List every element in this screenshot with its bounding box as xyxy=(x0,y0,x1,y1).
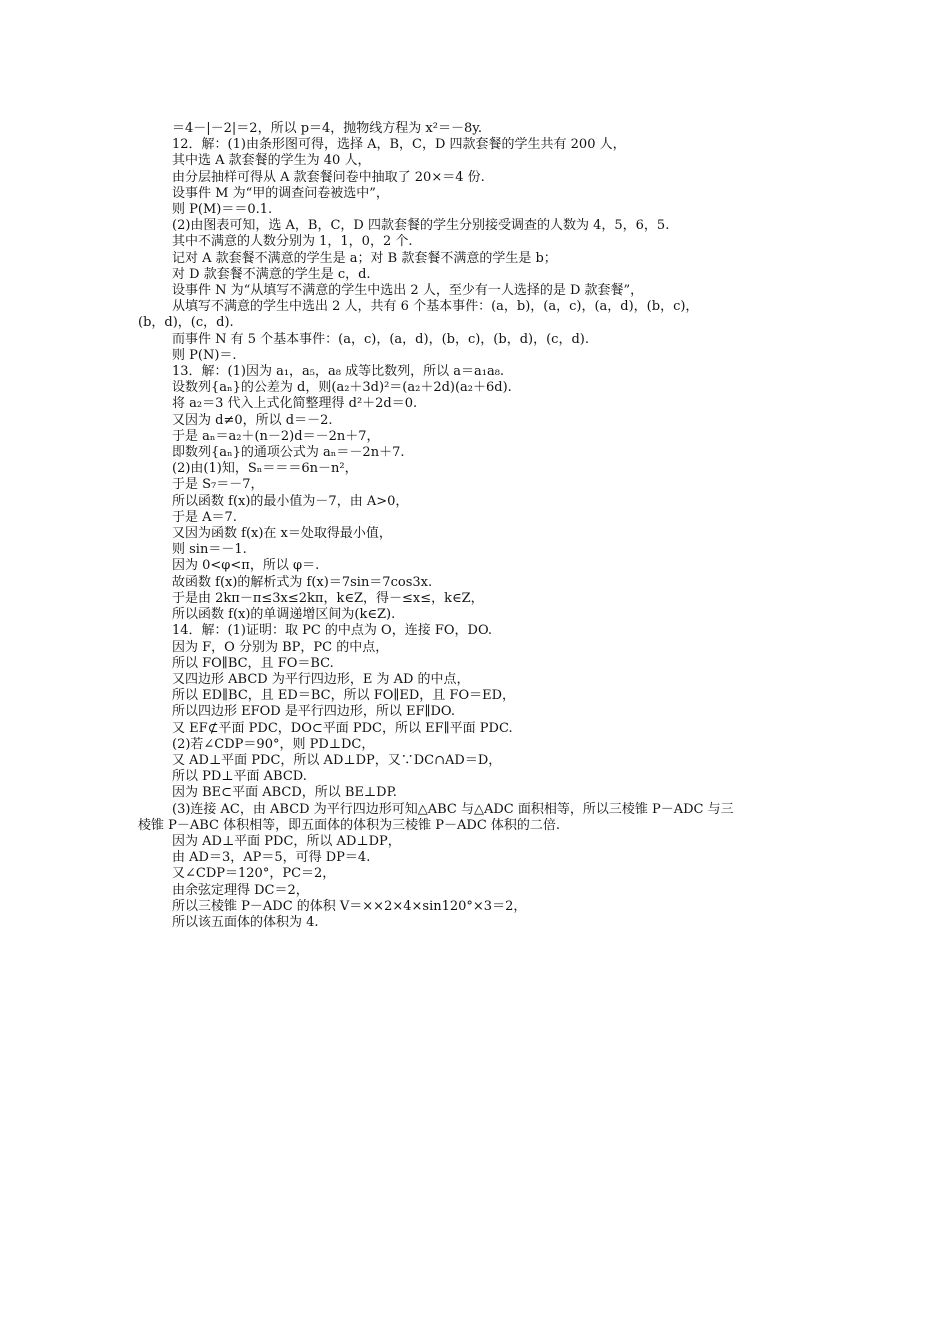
text-line: (b，d)，(c，d). xyxy=(138,315,234,331)
text-line: 14．解：(1)证明：取 PC 的中点为 O，连接 FO，DO. xyxy=(172,623,492,639)
text-line: 其中选 A 款套餐的学生为 40 人， xyxy=(172,153,371,169)
text-line: 因为 AD⊥平面 PDC，所以 AD⊥DP， xyxy=(172,833,401,849)
text-line: 其中不满意的人数分别为 1，1，0，2 个. xyxy=(172,234,413,250)
text-line: 因为 F，O 分别为 BP，PC 的中点， xyxy=(172,639,389,655)
text-line: 又因为函数 f(x)在 x＝处取得最小值， xyxy=(172,526,392,542)
text-line: 记对 A 款套餐不满意的学生是 a；对 B 款套餐不满意的学生是 b； xyxy=(172,250,557,266)
text-line: 对 D 款套餐不满意的学生是 c，d. xyxy=(172,266,371,282)
text-line: (3)连接 AC，由 ABCD 为平行四边形可知△ABC 与△ADC 面积相等，所以三棱锥 P－ADC 与三 xyxy=(172,801,734,817)
text-line: 所以函数 f(x)的单调递增区间为(k∈Z). xyxy=(172,607,396,623)
text-line: 而事件 N 有 5 个基本事件：(a，c)，(a，d)，(b，c)，(b，d)，(c，d). xyxy=(172,331,589,347)
text-line: 于是 S₇＝－7， xyxy=(172,477,264,493)
text-line: 从填写不满意的学生中选出 2 人，共有 6 个基本事件：(a，b)，(a，c)，(a，d)，(b，c)， xyxy=(172,299,699,315)
text-line: ＝4－|－2|＝2，所以 p＝4，抛物线方程为 x²＝－8y. xyxy=(172,121,482,136)
text-line: 则 sin＝－1. xyxy=(172,542,247,558)
text-line: 由余弦定理得 DC＝2， xyxy=(172,882,309,898)
text-line: 所以该五面体的体积为 4. xyxy=(172,914,319,930)
text-line: 所以 PD⊥平面 ABCD. xyxy=(172,769,307,785)
solution-text-block xyxy=(138,121,818,931)
text-line: 将 a₂＝3 代入上式化简整理得 d²＋2d＝0. xyxy=(172,396,418,412)
text-line: 所以函数 f(x)的最小值为－7，由 A>0， xyxy=(172,493,409,509)
text-line: 又 AD⊥平面 PDC，所以 AD⊥DP，又∵DC∩AD＝D， xyxy=(172,752,502,768)
text-line: 即数列{aₙ}的通项公式为 aₙ＝－2n＋7. xyxy=(172,445,405,461)
text-line: 设数列{aₙ}的公差为 d，则(a₂＋3d)²＝(a₂＋2d)(a₂＋6d). xyxy=(172,380,512,396)
text-line: 13．解：(1)因为 a₁，a₅，a₈ 成等比数列，所以 a＝a₁a₈. xyxy=(172,364,505,380)
text-line: 则 P(N)＝. xyxy=(172,347,237,363)
text-line: 又四边形 ABCD 为平行四边形，E 为 AD 的中点， xyxy=(172,671,470,687)
text-line: 由分层抽样可得从 A 款套餐问卷中抽取了 20×＝4 份. xyxy=(172,169,485,185)
text-line: 所以 FO∥BC，且 FO＝BC. xyxy=(172,655,334,671)
text-line: 所以四边形 EFOD 是平行四边形，所以 EF∥DO. xyxy=(172,704,455,720)
text-line: 又因为 d≠0，所以 d＝－2. xyxy=(172,412,333,428)
text-line: 由 AD＝3，AP＝5，可得 DP＝4. xyxy=(172,850,371,866)
text-line: 于是 A＝7. xyxy=(172,509,237,525)
text-line: (2)若∠CDP＝90°，则 PD⊥DC， xyxy=(172,736,375,752)
text-line: (2)由(1)知，Sₙ＝＝＝6n－n²， xyxy=(172,461,358,477)
text-line: 12．解：(1)由条形图可得，选择 A，B，C，D 四款套餐的学生共有 200 人， xyxy=(172,137,626,153)
text-line: 所以 ED∥BC，且 ED＝BC，所以 FO∥ED，且 FO＝ED， xyxy=(172,688,516,704)
text-line: 则 P(M)＝＝0.1. xyxy=(172,202,273,218)
text-line: 于是 aₙ＝a₂＋(n－2)d＝－2n＋7， xyxy=(172,428,380,444)
text-line: 所以三棱锥 P－ADC 的体积 V＝××2×4×sin120°×3＝2， xyxy=(172,898,527,914)
text-line: 又∠CDP＝120°，PC＝2， xyxy=(172,866,336,882)
text-line: 于是由 2kπ－π≤3x≤2kπ，k∈Z，得－≤x≤，k∈Z， xyxy=(172,590,484,606)
text-line: 设事件 N 为“从填写不满意的学生中选出 2 人，至少有一人选择的是 D 款套餐”， xyxy=(172,283,644,299)
text-line: 设事件 M 为“甲的调查问卷被选中”， xyxy=(172,185,389,201)
text-line: 因为 BE⊂平面 ABCD，所以 BE⊥DP. xyxy=(172,785,397,801)
text-line: 又 EF⊄平面 PDC，DO⊂平面 PDC，所以 EF∥平面 PDC. xyxy=(172,720,513,736)
text-line: (2)由图表可知，选 A，B，C，D 四款套餐的学生分别接受调查的人数为 4，5，6，5. xyxy=(172,218,670,234)
text-line: 故函数 f(x)的解析式为 f(x)＝7sin＝7cos3x. xyxy=(172,574,433,590)
text-line: 因为 0<φ<π，所以 φ＝. xyxy=(172,558,320,574)
text-line: 棱锥 P－ABC 体积相等，即五面体的体积为三棱锥 P－ADC 体积的二倍. xyxy=(138,817,561,833)
